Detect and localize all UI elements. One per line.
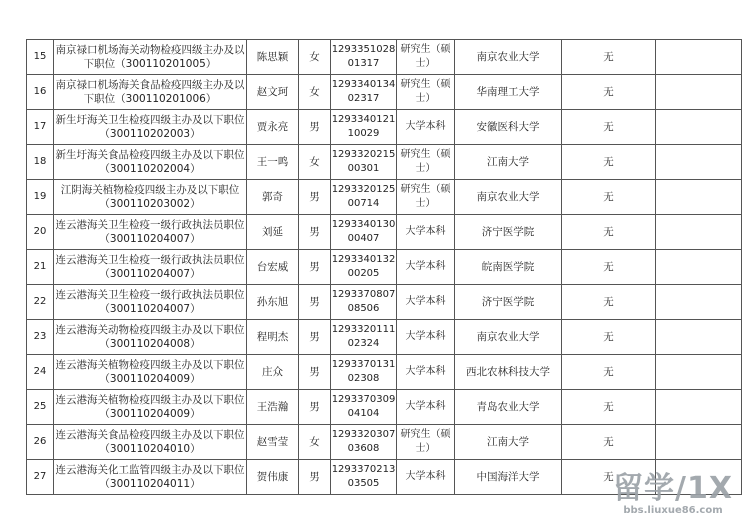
row-number: 18 [27,145,54,180]
school-cell: 江南大学 [455,145,562,180]
ticket-number-cell: 1293351028 01317 [331,40,397,75]
school-cell: 济宁医学院 [455,215,562,250]
row-number: 22 [27,285,54,320]
note-cell: 无 [562,110,656,145]
education-cell: 大学本科 [397,215,455,250]
row-number: 20 [27,215,54,250]
row-number: 19 [27,180,54,215]
note-cell: 无 [562,390,656,425]
table-row [27,180,742,215]
name-cell: 陈思颖 [247,40,299,75]
blank-cell [656,355,742,390]
blank-cell [656,110,742,145]
blank-cell [656,75,742,110]
blank-cell [656,285,742,320]
education-cell: 研究生（硕士） [397,145,455,180]
blank-cell [656,390,742,425]
gender-cell: 男 [299,250,331,285]
position-cell: 连云港海关动物检疫四级主办及以下职位（300110204008） [54,320,247,355]
position-cell: 南京禄口机场海关食品检疫四级主办及以下职位（300110201006） [54,75,247,110]
position-cell: 连云港海关食品检疫四级主办及以下职位（300110204010） [54,425,247,460]
table-row [27,320,742,355]
gender-cell: 男 [299,285,331,320]
position-cell: 江阴海关植物检疫四级主办及以下职位（300110203002） [54,180,247,215]
gender-cell: 男 [299,355,331,390]
position-cell: 连云港海关卫生检疫一级行政执法员职位（300110204007） [54,285,247,320]
ticket-number-cell: 1293320125 00714 [331,180,397,215]
education-cell: 大学本科 [397,355,455,390]
school-cell: 中国海洋大学 [455,460,562,495]
row-number: 24 [27,355,54,390]
note-cell: 无 [562,180,656,215]
school-cell: 南京农业大学 [455,180,562,215]
school-cell: 青岛农业大学 [455,390,562,425]
education-cell: 大学本科 [397,460,455,495]
education-cell: 大学本科 [397,250,455,285]
blank-cell [656,215,742,250]
gender-cell: 男 [299,460,331,495]
education-cell: 大学本科 [397,320,455,355]
position-cell: 新生圩海关卫生检疫四级主办及以下职位（300110202003） [54,110,247,145]
gender-cell: 女 [299,425,331,460]
position-cell: 新生圩海关食品检疫四级主办及以下职位（300110202004） [54,145,247,180]
school-cell: 南京农业大学 [455,320,562,355]
school-cell: 南京农业大学 [455,40,562,75]
school-cell: 江南大学 [455,425,562,460]
name-cell: 庄众 [247,355,299,390]
note-cell: 无 [562,320,656,355]
table-row [27,390,742,425]
name-cell: 王浩瀚 [247,390,299,425]
row-number: 15 [27,40,54,75]
name-cell: 孙东旭 [247,285,299,320]
position-cell: 连云港海关植物检疫四级主办及以下职位（300110204009） [54,355,247,390]
row-number: 23 [27,320,54,355]
blank-cell [656,180,742,215]
ticket-number-cell: 1293320111 02324 [331,320,397,355]
note-cell: 无 [562,425,656,460]
name-cell: 王一鸣 [247,145,299,180]
table-row [27,285,742,320]
name-cell: 程明杰 [247,320,299,355]
ticket-number-cell: 1293340121 10029 [331,110,397,145]
note-cell: 无 [562,215,656,250]
position-cell: 连云港海关化工监管四级主办及以下职位（300110204011） [54,460,247,495]
education-cell: 大学本科 [397,390,455,425]
note-cell: 无 [562,40,656,75]
row-number: 27 [27,460,54,495]
ticket-number-cell: 1293370213 03505 [331,460,397,495]
table-row [27,425,742,460]
name-cell: 赵文珂 [247,75,299,110]
ticket-number-cell: 1293320215 00301 [331,145,397,180]
note-cell: 无 [562,285,656,320]
name-cell: 台宏威 [247,250,299,285]
ticket-number-cell: 1293370807 08506 [331,285,397,320]
table-row [27,250,742,285]
note-cell: 无 [562,355,656,390]
name-cell: 贾永亮 [247,110,299,145]
row-number: 21 [27,250,54,285]
name-cell: 刘延 [247,215,299,250]
gender-cell: 男 [299,390,331,425]
blank-cell [656,40,742,75]
gender-cell: 男 [299,180,331,215]
blank-cell [656,320,742,355]
education-cell: 研究生（硕士） [397,425,455,460]
blank-cell [656,145,742,180]
row-number: 16 [27,75,54,110]
watermark-logo: 留学/1X bbs.liuxue86.com [613,471,733,516]
ticket-number-cell: 1293340134 02317 [331,75,397,110]
school-cell: 安徽医科大学 [455,110,562,145]
blank-cell [656,250,742,285]
ticket-number-cell: 1293370309 04104 [331,390,397,425]
school-cell: 西北农林科技大学 [455,355,562,390]
blank-cell [656,425,742,460]
name-cell: 贺伟康 [247,460,299,495]
education-cell: 大学本科 [397,285,455,320]
ticket-number-cell: 1293320307 03608 [331,425,397,460]
school-cell: 济宁医学院 [455,285,562,320]
name-cell: 郭奇 [247,180,299,215]
row-number: 25 [27,390,54,425]
ticket-number-cell: 1293340132 00205 [331,250,397,285]
gender-cell: 女 [299,75,331,110]
table-row [27,75,742,110]
gender-cell: 女 [299,145,331,180]
position-cell: 南京禄口机场海关动物检疫四级主办及以下职位（300110201005） [54,40,247,75]
ticket-number-cell: 1293340130 00407 [331,215,397,250]
education-cell: 大学本科 [397,110,455,145]
ticket-number-cell: 1293370131 02308 [331,355,397,390]
position-cell: 连云港海关植物检疫四级主办及以下职位（300110204009） [54,390,247,425]
row-number: 17 [27,110,54,145]
table-row [27,145,742,180]
position-cell: 连云港海关卫生检疫一级行政执法员职位（300110204007） [54,215,247,250]
note-cell: 无 [562,145,656,180]
school-cell: 华南理工大学 [455,75,562,110]
table-row [27,40,742,75]
note-cell: 无 [562,250,656,285]
gender-cell: 女 [299,40,331,75]
note-cell: 无 [562,75,656,110]
education-cell: 研究生（硕士） [397,40,455,75]
candidate-table [26,39,742,495]
gender-cell: 男 [299,320,331,355]
position-cell: 连云港海关卫生检疫一级行政执法员职位（300110204007） [54,250,247,285]
note-cell: 无 [562,460,656,495]
school-cell: 皖南医学院 [455,250,562,285]
table-row [27,110,742,145]
gender-cell: 男 [299,215,331,250]
name-cell: 赵雪莹 [247,425,299,460]
table-row [27,215,742,250]
gender-cell: 男 [299,110,331,145]
education-cell: 研究生（硕士） [397,75,455,110]
education-cell: 研究生（硕士） [397,180,455,215]
table-row [27,355,742,390]
row-number: 26 [27,425,54,460]
